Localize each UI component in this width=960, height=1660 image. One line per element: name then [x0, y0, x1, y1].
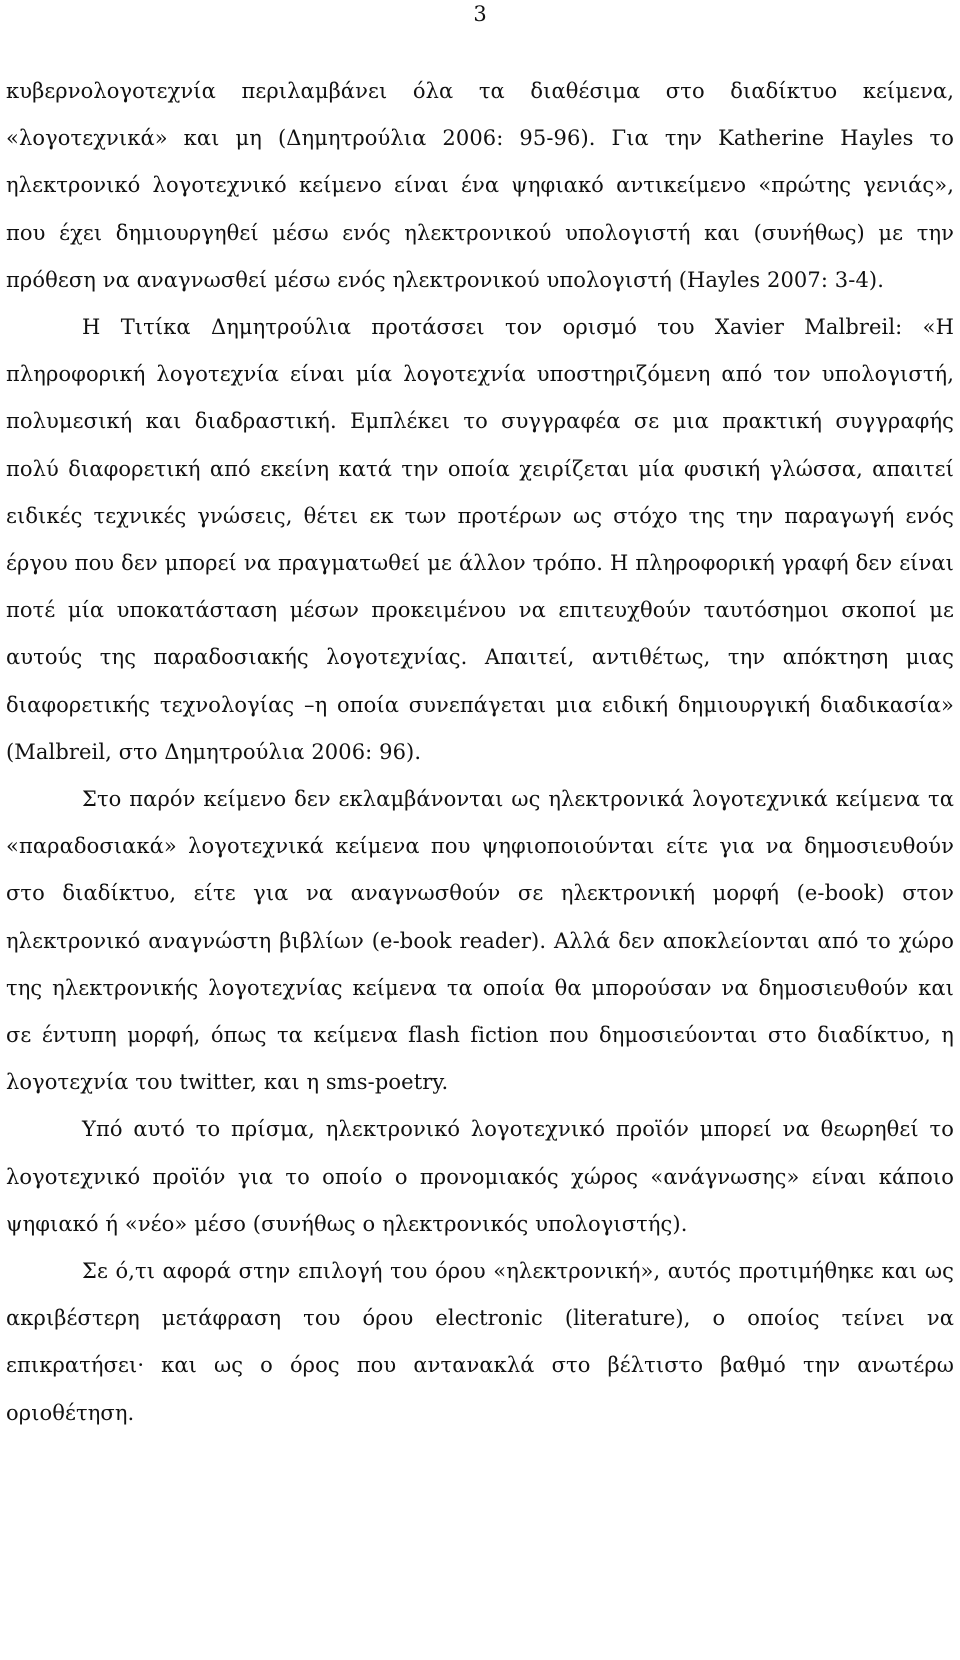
paragraph-malbreil-quote: Η Τιτίκα Δημητρούλια προτάσσει τον ορισμό του Xavier Malbreil: «Η πληροφορική λογοτεχνία είναι μία λογοτεχνία υποστηριζόμενη από τον υπολογιστή, πολυμεσική και διαδραστική. Εμπλέκει το συγγραφέα σε μια πρακτική συγγραφής πολύ διαφορετική από εκείνη κατά την οποία χειρίζεται μία φυσική γλώσσα, απαιτεί ειδικές τεχνικές γνώσεις, θέτει εκ των προτέρων ως στόχο της την παραγωγή ενός έργου που δεν μπορεί να πραγματωθεί με άλλον τρόπο. Η πληροφορική γραφή δεν είναι ποτέ μία υποκατάσταση μέσων προκειμένου να επιτευχθούν ταυτόσημοι σκοποί με αυτούς της παραδοσιακής λογοτεχνίας. Απαιτεί, αντιθέτως, την απόκτηση μιας διαφορετικής τεχνολογίας –η οποία συνεπάγεται μια ειδική δημιουργική διαδικασία» (Malbreil, στο Δημητρούλια 2006: 96). [6, 315, 954, 764]
paragraph-exclusions: Στο παρόν κείμενο δεν εκλαμβάνονται ως ηλεκτρονικά λογοτεχνικά κείμενα τα «παραδοσιακά» λογοτεχνικά κείμενα που ψηφιοποιούνται είτε για να δημοσιευθούν στο διαδίκτυο, είτε για να αναγνωσθούν σε ηλεκτρονική μορφή (e-book) στον ηλεκτρονικό αναγνώστη βιβλίων (e-book reader). Αλλά δεν αποκλείονται από το χώρο της ηλεκτρονικής λογοτεχνίας κείμενα τα οποία θα μπορούσαν να δημοσιευθούν και σε έντυπη μορφή, όπως τα κείμενα flash fiction που δημοσιεύονται στο διαδίκτυο, η λογοτεχνία του twitter, και η sms-poetry. [6, 787, 954, 1095]
body-text [6, 68, 954, 1437]
paragraph-cyberliterature-definition: κυβερνολογοτεχνία περιλαμβάνει όλα τα διαθέσιμα στο διαδίκτυο κείμενα, «λογοτεχνικά» και μη (Δημητρούλια 2006: 95-96). Για την Katherine Hayles το ηλεκτρονικό λογοτεχνικό κείμενο είναι ένα ψηφιακό αντικείμενο «πρώτης γενιάς», που έχει δημιουργηθεί μέσω ενός ηλεκτρονικού υπολογιστή και (συνήθως) με την πρόθεση να αναγνωσθεί μέσω ενός ηλεκτρονικού υπολογιστή (Hayles 2007: 3-4). [6, 79, 954, 292]
paragraph-term-choice: Σε ό,τι αφορά στην επιλογή του όρου «ηλεκτρονική», αυτός προτιμήθηκε και ως ακριβέστερη μετάφραση του όρου electronic (literature), ο οποίος τείνει να επικρατήσει· και ως ο όρος που αντανακλά στο βέλτιστο βαθμό την ανωτέρω οριοθέτηση. [6, 1259, 954, 1425]
paragraph-prism-definition: Υπό αυτό το πρίσμα, ηλεκτρονικό λογοτεχνικό προϊόν μπορεί να θεωρηθεί το λογοτεχνικό προϊόν για το οποίο ο προνομιακός χώρος «ανάγνωσης» είναι κάποιο ψηφιακό ή «νέο» μέσο (συνήθως ο ηλεκτρονικός υπολογιστής). [6, 1117, 954, 1236]
page-number: 3 [473, 2, 487, 26]
